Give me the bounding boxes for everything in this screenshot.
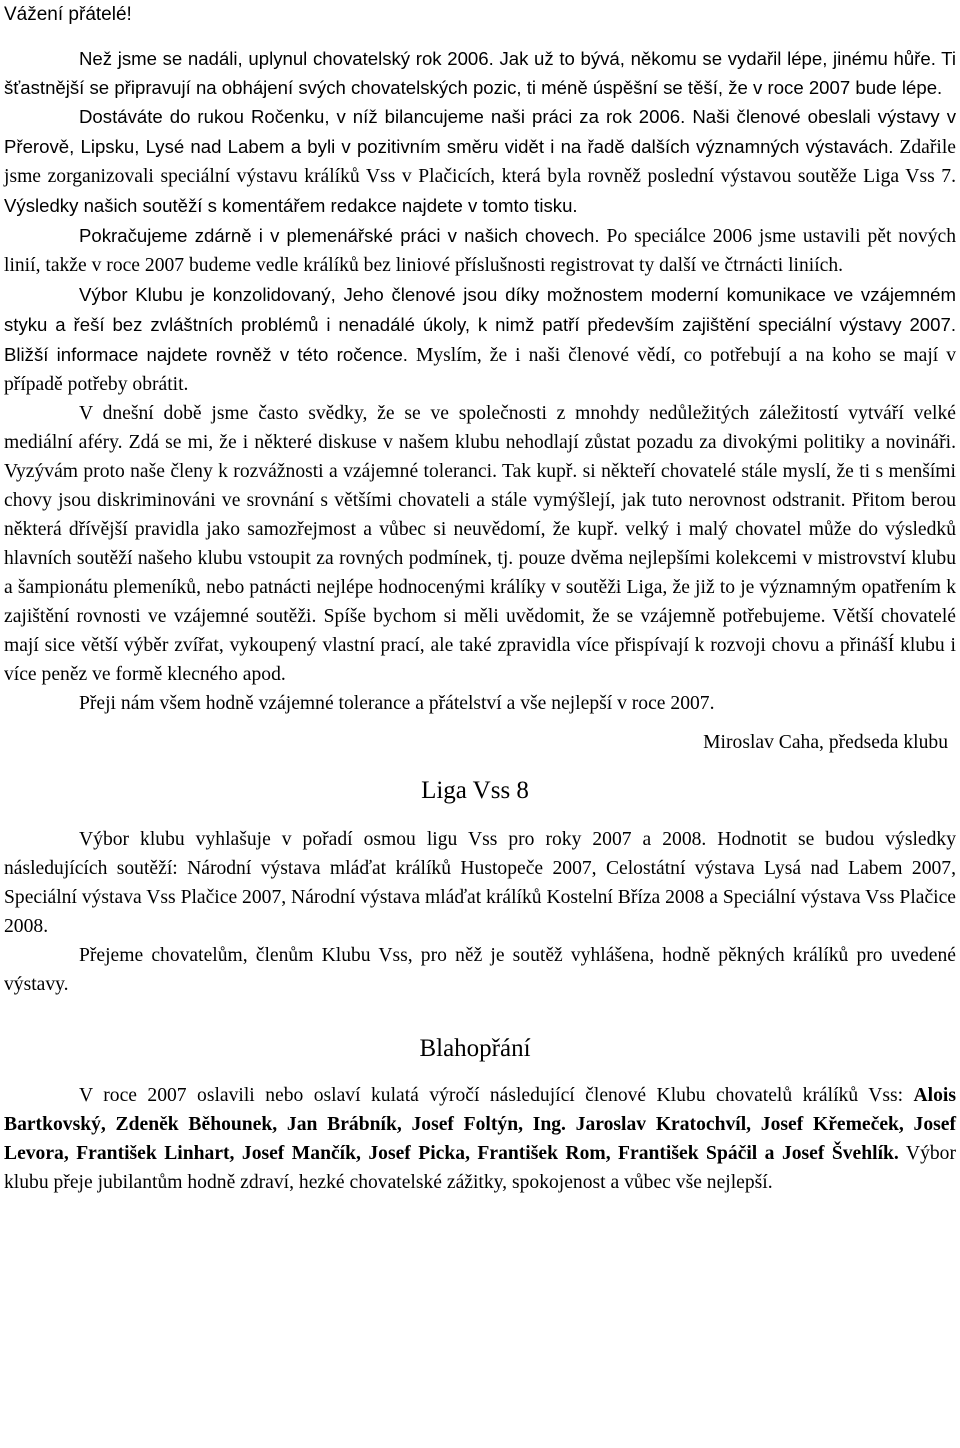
intro-paragraph-2 <box>4 102 956 221</box>
greeting: Vážení přátelé! <box>4 4 132 25</box>
intro-paragraph-5: V dnešní době jsme často svědky, že se ve společnosti z mnohdy nedůležitých záležitostí vytváří velké mediální aféry. Zdá se mi, že i některé diskuse v našem klubu nehodlají zůstat pozadu za divokými politiky a novináři. Vyzývám proto naše členy k rozvážnosti a vzájemné toleranci. Tak kupř. si někteří chovatelé stále myslí, že ti s menšími chovy jsou diskriminováni ve srovnání s většími chovateli a stále vymýšlejí, jak tuto nerovnost odstranit. Přitom berou některá dřívější pravidla jako samozřejmost a vůbec si neuvědomí, že kupř. velký i malý chovatel může do výsledků hlavních soutěží našeho klubu vstoupit za rovných podmínek, tj. pouze dvěma nejlepšími kolekcemi v mistrovství klubu a šampionátu plemeníků, nebo patnácti nejlépe hodnocenými králíky v soutěži Liga, že již to je významným opatřením k zajištění rovnosti ve vzájemné soutěži. Spíše bychom si měli uvědomit, že se vzájemně potřebujeme. Větší chovatelé mají sice větší výběr zvířat, vykoupený vlastní prací, ale také zpravidla více přispívají k rozvoji chovu a přinášÍ klubu i více peněz ve formě klecného apod. <box>4 403 956 685</box>
intro-p4-sans: Výbor Klubu je konzolidovaný, Jeho členové jsou díky možnostem moderní komunikace ve vzájemném styku a řeší bez zvláštních problémů i nenadálé úkoly, k nimž patří především zajištění speciální výstavy 2007. Bližší informace najdete rovněž v této ročence. <box>4 284 956 365</box>
intro-p2-sans: Dostáváte do rukou Ročenku, v níž bilancujeme naši práci za rok 2006. Naši členové obeslali výstavy v Přerově, Lipsku, Lysé nad Labem a byli v pozitivním směru vidět i na řadě dalších významných výstavách. <box>4 106 956 157</box>
intro-paragraph-3 <box>4 221 956 280</box>
intro-paragraph-6: Přeji nám všem hodně vzájemné tolerance a přátelství a vše nejlepší v roce 2007. <box>79 693 715 714</box>
blahoprani-names: Alois Bartkovský, Zdeněk Běhounek, Jan Brábník, Josef Foltýn, Ing. Jaroslav Kratochvíl, Josef Křemeček, Josef Levora, František Linhart, Josef Mančík, Josef Picka, František Rom, František Spáčil a Josef Švehlík. <box>4 1085 956 1164</box>
liga-paragraph-1: Výbor klubu vyhlašuje v pořadí osmou ligu Vss pro roky 2007 a 2008. Hodnotit se budou výsledky následujících soutěží: Národní výstava mláďat králíků Hustopeče 2007, Celostátní výstava Lysá nad Labem 2007, Speciální výstava Vss Plačice 2007, Národní výstava mláďat králíků Kostelní Bříza 2008 a Speciální výstava Vss Plačice 2008. <box>4 829 956 937</box>
blahoprani-paragraph <box>4 1081 956 1197</box>
intro-p4-serif: Myslím, že i naši členové vědí, co potřebují a na koho se mají v případě potřeby obrátit. <box>4 345 956 395</box>
liga-paragraph-2: Přejeme chovatelům, členům Klubu Vss, pro něž je soutěž vyhlášena, hodně pěkných králíků pro uvedené výstavy. <box>4 945 956 995</box>
blahoprani-outro: Výbor klubu přeje jubilantům hodně zdraví, hezké chovatelské zážitky, spokojenost a vůbec vše nejlepší. <box>4 1143 956 1193</box>
liga-heading: Liga Vss 8 <box>421 777 529 804</box>
intro-paragraph-4 <box>4 280 956 399</box>
intro-p3-serif: Po speciálce 2006 jsme ustavili pět nových linií, takže v roce 2007 budeme vedle králíků bez liniové příslušnosti registrovat ty další ve čtrnácti liniích. <box>4 226 956 276</box>
blahoprani-heading: Blahopřání <box>419 1035 531 1062</box>
signature: Miroslav Caha, předseda klubu <box>703 732 948 753</box>
intro-p2-serif: Zdařile jsme zorganizovali speciální výstavu králíků Vss v Plačicích, která byla rovněž poslední výstavou soutěže Liga Vss 7. <box>4 137 956 187</box>
intro-paragraph-1: Než jsme se nadáli, uplynul chovatelský rok 2006. Jak už to bývá, někomu se vydařil lépe, jinému hůře. Ti šťastnější se připravují na obhájení svých chovatelských pozic, ti méně úspěšní se těší, že v roce 2007 bude lépe. <box>4 48 956 98</box>
intro-p2-sans-b: Výsledky našich soutěží s komentářem redakce najdete v tomto tisku. <box>4 195 578 216</box>
intro-p3-sans: Pokračujeme zdárně i v plemenářské práci v našich chovech. <box>79 225 600 246</box>
blahoprani-intro: V roce 2007 oslavili nebo oslaví kulatá výročí následující členové Klubu chovatelů králíků Vss: <box>79 1085 904 1106</box>
